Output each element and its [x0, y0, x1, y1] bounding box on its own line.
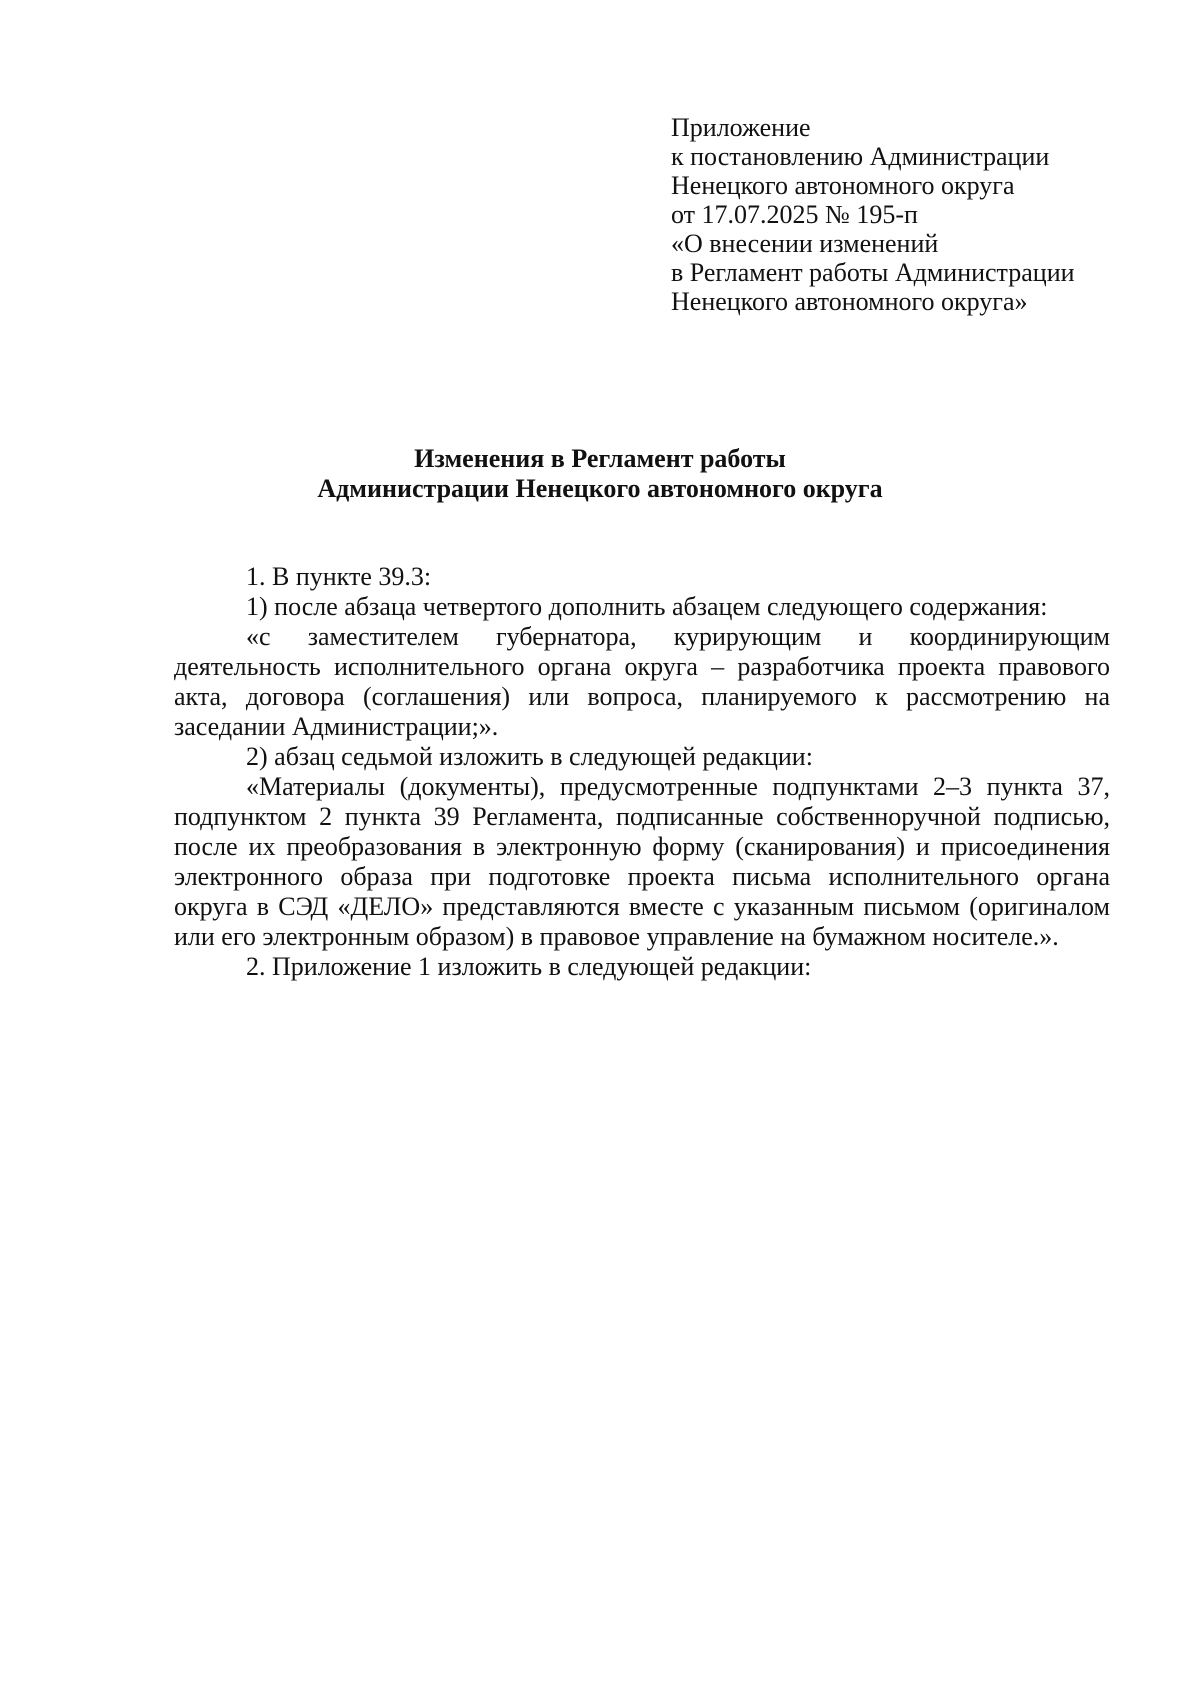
- appendix-line: Приложение: [671, 113, 811, 142]
- title-line-2: Администрации Ненецкого автономного округа: [317, 474, 883, 503]
- title-line-1: Изменения в Регламент работы: [414, 444, 786, 473]
- appendix-line: от 17.07.2025 № 195-п: [671, 200, 918, 229]
- appendix-line: Ненецкого автономного округа: [671, 171, 1015, 200]
- body-paragraph: «Материалы (документы), предусмотренные подпунктами 2–3 пункта 37, подпунктом 2 пункта 39 Регламента, подписанные собственноручной подписью, после их преобразования в электронную форму (сканирования) и присоединения электронного образа при подготовке проекта письма исполнительного органа округа в СЭД «ДЕЛО» представляются вместе с указанным письмом (оригиналом или его электронным образом) в правовое управление на бумажном носителе.».: [174, 772, 1110, 951]
- appendix-line: «О внесении изменений: [671, 229, 939, 258]
- document-title: [0, 444, 1200, 504]
- appendix-line: к постановлению Администрации: [671, 142, 1050, 171]
- body-paragraph: 2. Приложение 1 изложить в следующей редакции:: [246, 952, 812, 981]
- appendix-header: [671, 113, 1131, 316]
- body-paragraph: 1) после абзаца четвертого дополнить абзацем следующего содержания:: [246, 592, 1048, 621]
- appendix-line: Ненецкого автономного округа»: [671, 287, 1028, 316]
- document-body: [174, 562, 1110, 982]
- body-paragraph: 2) абзац седьмой изложить в следующей редакции:: [246, 742, 813, 771]
- body-paragraph: 1. В пункте 39.3:: [246, 562, 432, 591]
- body-paragraph: «с заместителем губернатора, курирующим и координирующим деятельность исполнительного органа округа – разработчика проекта правового акта, договора (соглашения) или вопроса, планируемого к рассмотрению на заседании Администрации;».: [174, 622, 1110, 741]
- appendix-line: в Регламент работы Администрации: [671, 258, 1075, 287]
